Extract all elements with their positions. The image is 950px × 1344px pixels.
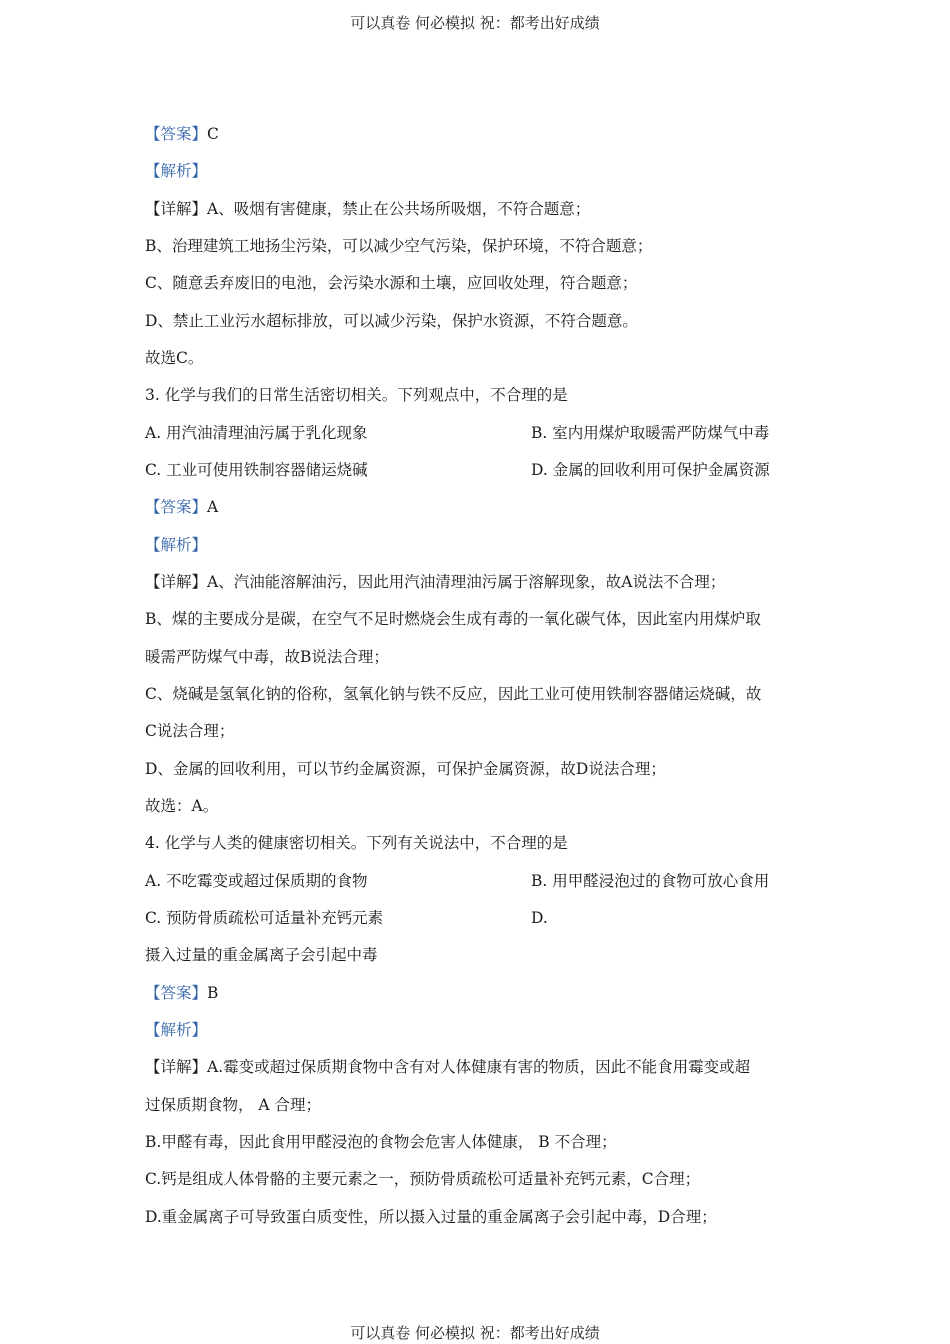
- q4-option-d: D.: [531, 909, 548, 927]
- page-footer: 可以真卷 何必模拟 祝：都考出好成绩: [350, 1324, 600, 1342]
- q4-explanation-line: B.甲醛有毒，因此食用甲醛浸泡的食物会危害人体健康， B 不合理；: [145, 1133, 617, 1151]
- q4-explanation-line: 过保质期食物， A 合理；: [145, 1096, 322, 1114]
- q4-option-d-text: 摄入过量的重金属离子会引起中毒: [145, 946, 378, 964]
- q3-explanation-line: D、金属的回收利用，可以节约金属资源，可保护金属资源，故D说法合理；: [145, 760, 666, 778]
- q4-option-c: C. 预防骨质疏松可适量补充钙元素: [145, 909, 384, 927]
- answer-tag: 【答案】: [145, 125, 208, 143]
- q2-explanation-line: C、随意丢弃废旧的电池，会污染水源和土壤，应回收处理，符合题意；: [145, 274, 638, 292]
- q2-explanation-line: D、禁止工业污水超标排放，可以减少污染，保护水资源，不符合题意。: [145, 312, 638, 330]
- answer-value: B: [207, 984, 219, 1002]
- q3-answer-line: [145, 497, 810, 517]
- q3-analysis-line: [145, 535, 810, 555]
- q4-detail-line: [145, 1057, 810, 1077]
- detail-text: A、汽油能溶解油污，因此用汽油清理油污属于溶解现象，故A说法不合理；: [207, 573, 726, 591]
- q3-explanation-line: B、煤的主要成分是碳，在空气不足时燃烧会生成有毒的一氧化碳气体，因此室内用煤炉取: [145, 610, 761, 628]
- q3-option-a: A. 用汽油清理油污属于乳化现象: [145, 424, 368, 442]
- q4-explanation-line: D.重金属离子可导致蛋白质变性，所以摄入过量的重金属离子会引起中毒，D合理；: [145, 1208, 717, 1226]
- q4-explanation-line: C.钙是组成人体骨骼的主要元素之一，预防骨质疏松可适量补充钙元素，C合理；: [145, 1170, 701, 1188]
- q2-conclusion-line: 故选C。: [145, 349, 204, 367]
- answer-tag: 【答案】: [145, 498, 208, 516]
- q2-answer-line: [145, 124, 810, 144]
- q2-explanation-line: B、治理建筑工地扬尘污染，可以减少空气污染，保护环境，不符合题意；: [145, 237, 653, 255]
- answer-value: C: [207, 125, 219, 143]
- q3-explanation-line: C、烧碱是氢氧化钠的俗称，氢氧化钠与铁不反应，因此工业可使用铁制容器储运烧碱，故: [145, 685, 762, 703]
- detail-tag: 【详解】: [145, 200, 208, 218]
- detail-tag: 【详解】: [145, 573, 208, 591]
- detail-tag: 【详解】: [145, 1058, 208, 1076]
- q2-analysis-line: [145, 161, 810, 181]
- q3-option-d: D. 金属的回收利用可保护金属资源: [531, 461, 770, 479]
- q3-option-c: C. 工业可使用铁制容器储运烧碱: [145, 461, 368, 479]
- q4-stem: 4. 化学与人类的健康密切相关。下列有关说法中，不合理的是: [145, 834, 568, 852]
- analysis-tag: 【解析】: [145, 1021, 208, 1039]
- q4-option-b: B. 用甲醛浸泡过的食物可放心食用: [531, 872, 770, 890]
- q2-detail-line: [145, 199, 810, 219]
- q3-explanation-line: 暖需严防煤气中毒，故B说法合理；: [145, 648, 389, 666]
- q4-answer-line: [145, 983, 810, 1003]
- q3-explanation-line: C说法合理；: [145, 722, 235, 740]
- detail-text: A、吸烟有害健康，禁止在公共场所吸烟，不符合题意；: [207, 200, 591, 218]
- answer-value: A: [207, 498, 219, 516]
- detail-text: A.霉变或超过保质期食物中含有对人体健康有害的物质，因此不能食用霉变或超: [207, 1058, 751, 1076]
- q3-option-b: B. 室内用煤炉取暖需严防煤气中毒: [531, 424, 770, 442]
- answer-tag: 【答案】: [145, 984, 208, 1002]
- q4-analysis-line: [145, 1020, 810, 1040]
- analysis-tag: 【解析】: [145, 536, 208, 554]
- q3-conclusion-line: 故选：A。: [145, 797, 219, 815]
- q3-stem: 3. 化学与我们的日常生活密切相关。下列观点中，不合理的是: [145, 386, 568, 404]
- q4-option-a: A. 不吃霉变或超过保质期的食物: [145, 872, 368, 890]
- analysis-tag: 【解析】: [145, 162, 208, 180]
- q3-detail-line: [145, 572, 810, 592]
- page-header: 可以真卷 何必模拟 祝：都考出好成绩: [350, 14, 600, 32]
